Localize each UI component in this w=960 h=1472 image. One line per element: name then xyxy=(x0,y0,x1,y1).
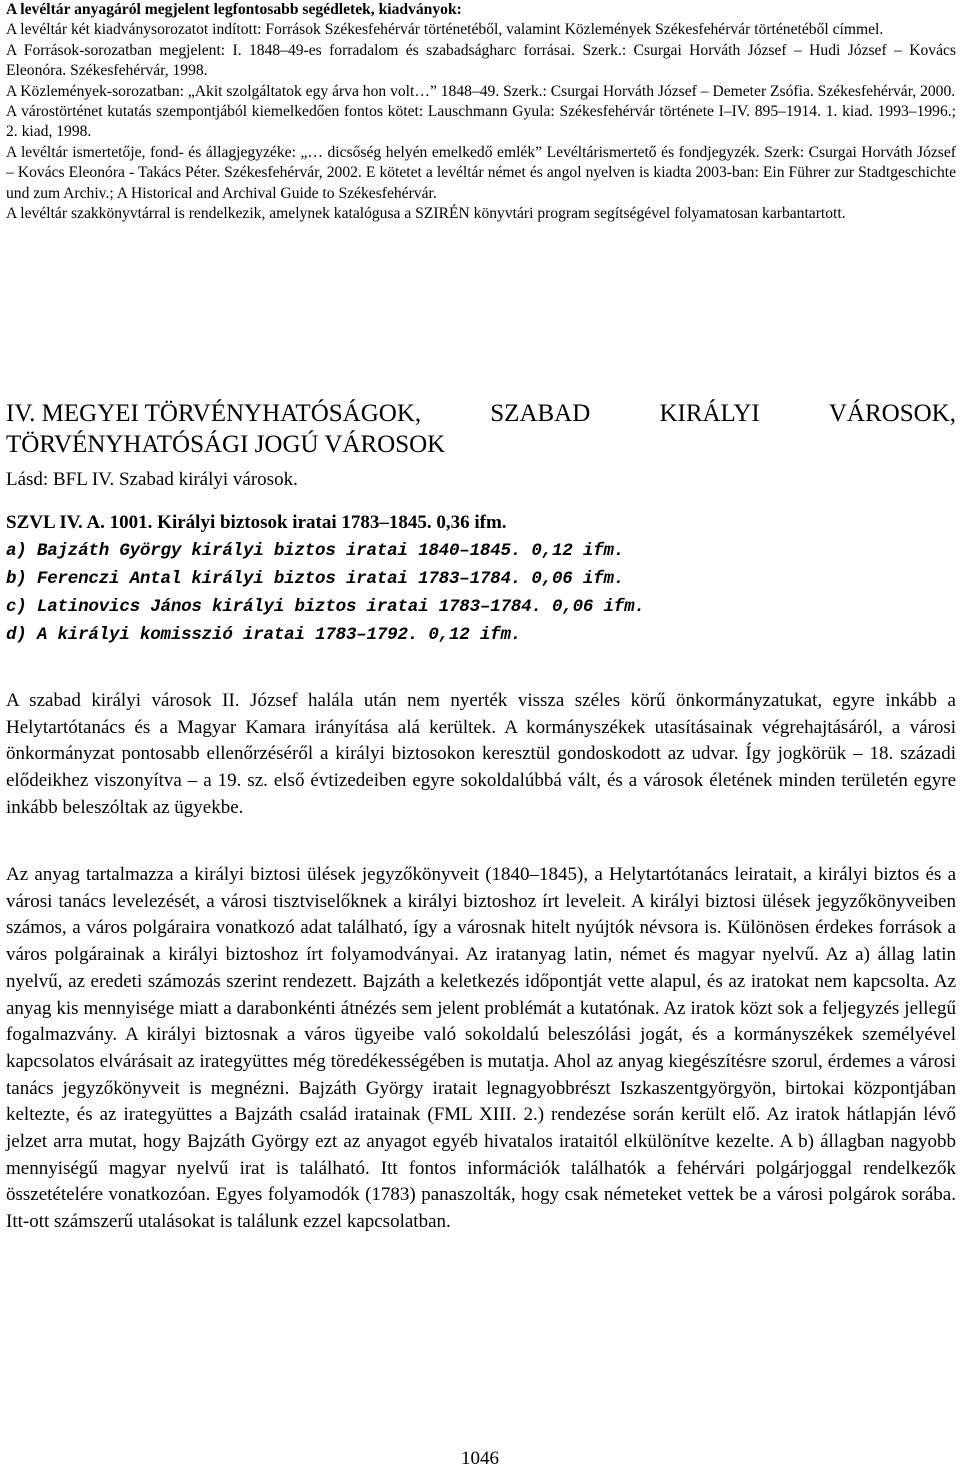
section-heading-part: VÁROSOK, xyxy=(828,400,956,427)
see-also-note: Lásd: BFL IV. Szabad királyi városok. xyxy=(6,469,298,490)
bibliography-entry: A levéltár ismertetője, fond- és állagjegyzéke: „… dicsőség helyén emelkedő emlék” Levéltárismertető és fondjegyzék. Szerk: Csurgai Horváth József – Kovács Eleonóra - Takács Péter. Székesfehérvár, 2002. E kötetet a levéltár német és angol nyelven is kiadta 2003-ban: Ein Führer zur Stadtgeschichte und zum Archiv.; A Historical and Archival Guide to Székesfehérvár. xyxy=(6,143,956,202)
fonds-list xyxy=(6,509,645,649)
section-heading-part: SZABAD xyxy=(490,400,591,427)
bibliography-entry: A várostörténet kutatás szempontjából kiemelkedően fontos kötet: Lauschmann Gyula: Székesfehérvár története I–IV. 895–1914. 1. kiad. 1993–1996.; 2. kiad, 1998. xyxy=(6,103,956,141)
fonds-title: SZVL IV. A. 1001. Királyi biztosok iratai 1783–1845. 0,36 ifm. xyxy=(6,512,507,533)
fonds-subseries: c) Latinovics János királyi biztos iratai 1783–1784. 0,06 ifm. xyxy=(6,597,645,617)
fonds-subseries: d) A királyi komisszió iratai 1783–1792. 0,12 ifm. xyxy=(6,625,522,645)
fonds-subseries: a) Bajzáth György királyi biztos iratai 1840–1845. 0,12 ifm. xyxy=(6,541,625,561)
section-heading xyxy=(6,398,956,460)
bibliography-block xyxy=(6,0,956,224)
bibliography-entry: A levéltár szakkönyvtárral is rendelkezik, amelynek katalógusa a SZIRÉN könyvtári program segítségével folyamatosan karbantartott. xyxy=(6,205,846,223)
body-paragraph: A szabad királyi városok II. József halála után nem nyerték vissza széles körű önkormányzatukat, egyre inkább a Helytartótanács és a Magyar Kamara irányítása alá kerültek. A kormányszékek utasításainak végrehajtásáról, a városi önkormányzat pontosabb ellenőrzéséről a királyi biztosokon keresztül gondoskodott az udvar. Így jogkörük – 18. századi elődeikhez viszonyítva – a 19. sz. első évtizedeiben egyre sokoldalúbbá vált, és a városok életének minden területén egyre inkább beleszóltak az ügyekbe. xyxy=(6,690,956,818)
bibliography-entry: A Közlemények-sorozatban: „Akit szolgáltatok egy árva hon volt…” 1848–49. Szerk.: Csurgai Horváth József – Demeter Zsófia. Székesfehérvár, 2000. xyxy=(6,82,956,100)
bibliography-entry: A Források-sorozatban megjelent: I. 1848–49-es forradalom és szabadságharc forrásai. Szerk.: Csurgai Horváth József – Hudi József – Kovács Eleonóra. Székesfehérvár, 1998. xyxy=(6,41,956,80)
bibliography-entry: A levéltár két kiadványsorozatot indított: Források Székesfehérvár történetéből, valamint Közlemények Székesfehérvár történetéből címmel. xyxy=(6,21,884,39)
page-number: 1046 xyxy=(461,1448,499,1469)
fonds-subseries: b) Ferenczi Antal királyi biztos iratai 1783–1784. 0,06 ifm. xyxy=(6,569,625,589)
section-heading-part: KIRÁLYI xyxy=(659,400,760,427)
section-heading-part: IV. MEGYEI TÖRVÉNYHATÓSÁGOK, xyxy=(6,400,422,427)
section-heading-line2: TÖRVÉNYHATÓSÁGI JOGÚ VÁROSOK xyxy=(6,431,446,458)
bibliography-title: A levéltár anyagáról megjelent legfontosabb segédletek, kiadványok: xyxy=(6,1,462,18)
body-paragraph: Az anyag tartalmazza a királyi biztosi ülések jegyzőkönyveit (1840–1845), a Helytartótanács leiratait, a királyi biztos és a városi tanács levelezését, a városi tisztviselőknek a királyi biztoshoz írt leveleit. A királyi biztosi ülések jegyzőkönyveiben számos, a város polgáraira vonatkozó adat található, így a városnak hitelt nyújtók névsora is. Különösen érdekes források a város polgárainak a királyi biztoshoz írt folyamodványai. Az iratanyag latin, német és magyar nyelvű. Az a) állag latin nyelvű, az eredeti számozás szerint rendezett. Bajzáth a keletkezés időpontját vette alapul, és az iratokat nem kapcsolta. Az anyag kis mennyisége miatt a darabonkénti átnézés sem jelent problémát a kutatónak. Az iratok közt sok a feljegyzés jellegű fogalmazvány. A királyi biztosnak a város ügyeibe való sokoldalú beleszólási jogát, és a kormányszékek személyével kapcsolatos elvárásait az irategyüttes még töredékességében is mutatja. Ahol az anyag kiegészítésre szorul, érdemes a városi tanács jegyzőkönyveit is megnézni. Bajzáth György iratait legnagyobbrészt Iszkaszentgyörgyön, birtokai központjában keltezte, és az irategyüttes a Bajzáth család iratainak (FML XIII. 2.) rendezése során került elő. Az iratok hátlapján lévő jelzet arra mutat, hogy Bajzáth György ezt az anyagot egyéb hivatalos irataitól elkülönítve kezelte. A b) állagban nagyobb mennyiségű magyar nyelvű irat is található. Itt fontos információk találhatók a fehérvári polgárjoggal rendelkezők összetételére vonatkozóan. Egyes folyamodók (1783) panaszolták, hogy csak németeket vettek be a városi polgárok sorába. Itt-ott számszerű utalásokat is találunk ezzel kapcsolatban. xyxy=(6,864,956,1233)
